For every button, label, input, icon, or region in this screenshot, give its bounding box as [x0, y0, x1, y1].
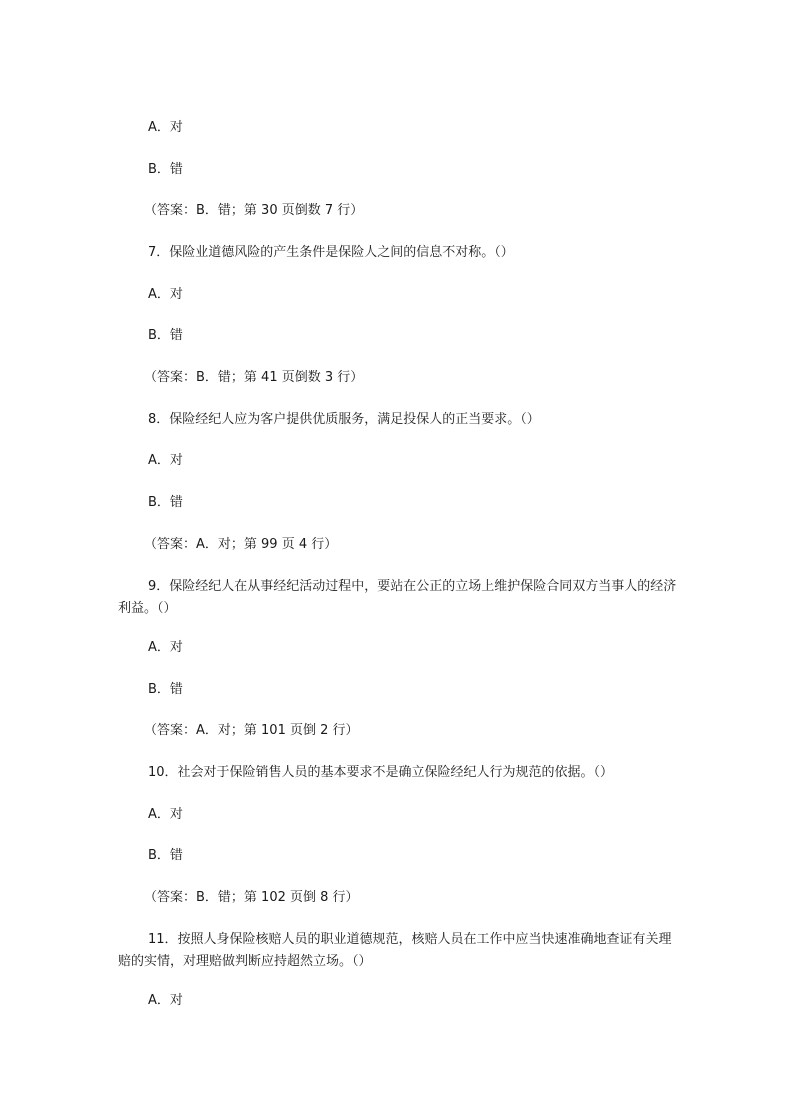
option-a-q11: A．对 — [148, 993, 183, 1008]
question-7: 7．保险业道德风险的产生条件是保险人之间的信息不对称。（） — [148, 245, 514, 260]
option-a-q9: A．对 — [148, 640, 183, 655]
answer-q7: （答案：B．错；第 41 页倒数 3 行） — [144, 370, 364, 385]
question-8: 8．保险经纪人应为客户提供优质服务，满足投保人的正当要求。（） — [148, 412, 540, 427]
answer-q9: （答案：A．对；第 101 页倒 2 行） — [144, 723, 359, 738]
option-a-q6: A．对 — [148, 120, 183, 135]
option-b-q6: B．错 — [148, 162, 183, 177]
answer-q10: （答案：B．错；第 102 页倒 8 行） — [144, 890, 359, 905]
option-b-q7: B．错 — [148, 328, 183, 343]
option-a-q7: A．对 — [148, 287, 183, 302]
option-a-q10: A．对 — [148, 807, 183, 822]
option-a-q8: A．对 — [148, 453, 183, 468]
question-9: 9．保险经纪人在从事经纪活动过程中，要站在公正的立场上维护保险合同双方当事人的经济利益。（） — [118, 579, 677, 616]
option-b-q10: B．错 — [148, 848, 183, 863]
option-b-q9: B．错 — [148, 682, 183, 697]
option-b-q8: B．错 — [148, 495, 183, 510]
answer-q8: （答案：A．对；第 99 页 4 行） — [144, 537, 338, 552]
question-10: 10．社会对于保险销售人员的基本要求不是确立保险经纪人行为规范的依据。（） — [148, 765, 614, 780]
question-11: 11．按照人身保险核赔人员的职业道德规范，核赔人员在工作中应当快速准确地查证有关理赔的实情，对理赔做判断应持超然立场。（） — [118, 932, 672, 969]
answer-q6: （答案：B．错；第 30 页倒数 7 行） — [144, 203, 364, 218]
